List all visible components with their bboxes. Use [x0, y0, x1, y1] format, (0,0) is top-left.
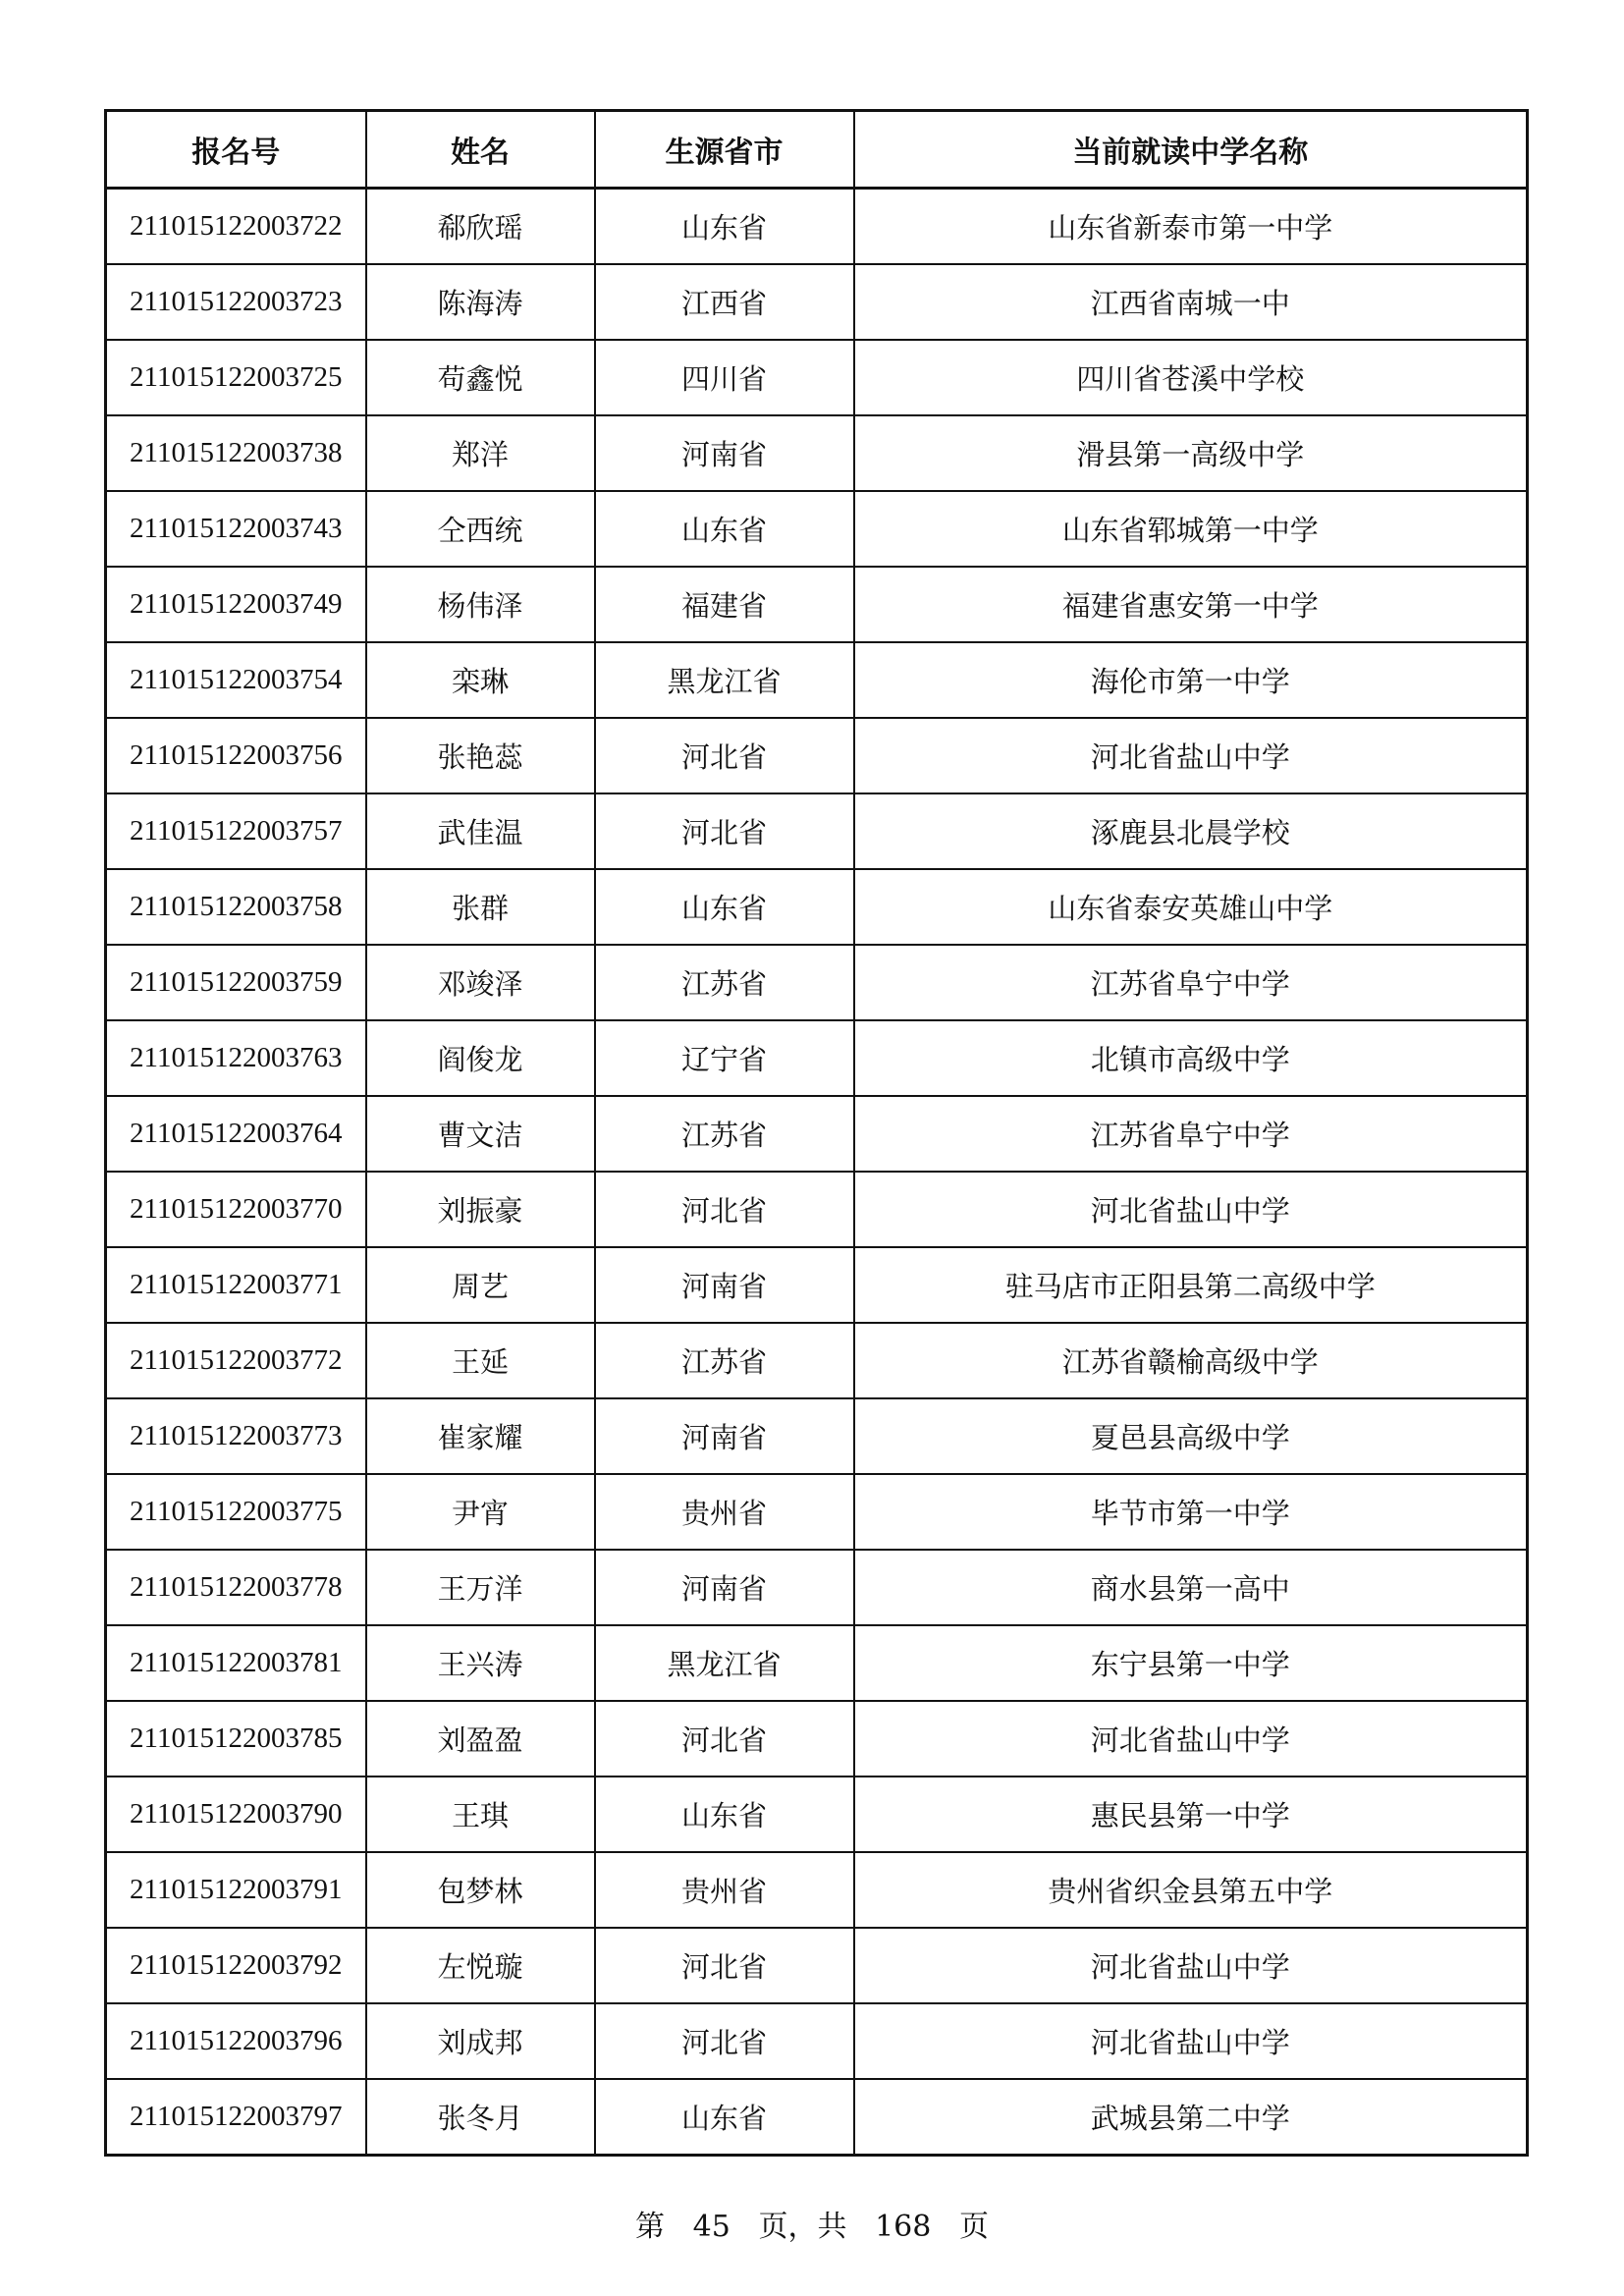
table-row	[106, 1852, 1528, 1928]
table-row	[106, 642, 1528, 718]
cell-registration-number: 211015122003785	[106, 1701, 366, 1777]
cell-province: 河北省	[595, 718, 854, 793]
cell-name: 王兴涛	[366, 1625, 595, 1701]
table-row	[106, 264, 1528, 340]
cell-school: 山东省新泰市第一中学	[854, 189, 1528, 265]
cell-province: 贵州省	[595, 1852, 854, 1928]
cell-province: 河北省	[595, 1701, 854, 1777]
cell-registration-number: 211015122003773	[106, 1398, 366, 1474]
table-row	[106, 1550, 1528, 1625]
table-row	[106, 1096, 1528, 1172]
page-footer	[0, 2202, 1624, 2245]
cell-name: 周艺	[366, 1247, 595, 1323]
cell-registration-number: 211015122003772	[106, 1323, 366, 1398]
cell-school: 毕节市第一中学	[854, 1474, 1528, 1550]
cell-province: 福建省	[595, 567, 854, 642]
cell-province: 河北省	[595, 1928, 854, 2003]
cell-name: 阎俊龙	[366, 1020, 595, 1096]
cell-name: 苟鑫悦	[366, 340, 595, 415]
cell-name: 包梦林	[366, 1852, 595, 1928]
cell-registration-number: 211015122003722	[106, 189, 366, 265]
cell-registration-number: 211015122003757	[106, 793, 366, 869]
cell-registration-number: 211015122003775	[106, 1474, 366, 1550]
table-row	[106, 869, 1528, 945]
cell-province: 江苏省	[595, 1323, 854, 1398]
cell-registration-number: 211015122003781	[106, 1625, 366, 1701]
cell-province: 山东省	[595, 2079, 854, 2156]
cell-school: 商水县第一高中	[854, 1550, 1528, 1625]
cell-province: 河南省	[595, 1247, 854, 1323]
table-row	[106, 415, 1528, 491]
cell-school: 江苏省阜宁中学	[854, 945, 1528, 1020]
cell-registration-number: 211015122003796	[106, 2003, 366, 2079]
cell-school: 山东省郓城第一中学	[854, 491, 1528, 567]
table-row	[106, 793, 1528, 869]
footer-middle: 页，共	[758, 2210, 847, 2244]
cell-school: 江西省南城一中	[854, 264, 1528, 340]
cell-name: 王延	[366, 1323, 595, 1398]
table-body	[106, 189, 1528, 2156]
cell-name: 张群	[366, 869, 595, 945]
footer-suffix: 页	[959, 2210, 989, 2244]
cell-registration-number: 211015122003791	[106, 1852, 366, 1928]
cell-name: 曹文洁	[366, 1096, 595, 1172]
cell-name: 陈海涛	[366, 264, 595, 340]
cell-school: 惠民县第一中学	[854, 1777, 1528, 1852]
cell-school: 北镇市高级中学	[854, 1020, 1528, 1096]
cell-province: 山东省	[595, 1777, 854, 1852]
cell-name: 崔家耀	[366, 1398, 595, 1474]
cell-registration-number: 211015122003725	[106, 340, 366, 415]
cell-name: 刘振豪	[366, 1172, 595, 1247]
cell-name: 杨伟泽	[366, 567, 595, 642]
cell-registration-number: 211015122003723	[106, 264, 366, 340]
cell-name: 刘盈盈	[366, 1701, 595, 1777]
cell-registration-number: 211015122003770	[106, 1172, 366, 1247]
table-header-row	[106, 111, 1528, 189]
cell-province: 江西省	[595, 264, 854, 340]
cell-province: 山东省	[595, 491, 854, 567]
cell-school: 江苏省赣榆高级中学	[854, 1323, 1528, 1398]
cell-province: 山东省	[595, 869, 854, 945]
table-row	[106, 1323, 1528, 1398]
cell-school: 海伦市第一中学	[854, 642, 1528, 718]
cell-registration-number: 211015122003758	[106, 869, 366, 945]
header-province: 生源省市	[595, 111, 854, 189]
cell-school: 驻马店市正阳县第二高级中学	[854, 1247, 1528, 1323]
cell-name: 尹宵	[366, 1474, 595, 1550]
cell-registration-number: 211015122003797	[106, 2079, 366, 2156]
cell-school: 武城县第二中学	[854, 2079, 1528, 2156]
table-row	[106, 1474, 1528, 1550]
cell-registration-number: 211015122003778	[106, 1550, 366, 1625]
cell-registration-number: 211015122003790	[106, 1777, 366, 1852]
cell-registration-number: 211015122003759	[106, 945, 366, 1020]
cell-school: 滑县第一高级中学	[854, 415, 1528, 491]
cell-school: 福建省惠安第一中学	[854, 567, 1528, 642]
cell-province: 河北省	[595, 2003, 854, 2079]
header-registration-number: 报名号	[106, 111, 366, 189]
table-row	[106, 1625, 1528, 1701]
cell-registration-number: 211015122003743	[106, 491, 366, 567]
cell-school: 河北省盐山中学	[854, 1172, 1528, 1247]
cell-province: 河南省	[595, 1398, 854, 1474]
cell-name: 张冬月	[366, 2079, 595, 2156]
cell-school: 江苏省阜宁中学	[854, 1096, 1528, 1172]
table-row	[106, 2079, 1528, 2156]
table-row	[106, 1398, 1528, 1474]
cell-registration-number: 211015122003754	[106, 642, 366, 718]
table-row	[106, 491, 1528, 567]
cell-school: 河北省盐山中学	[854, 718, 1528, 793]
cell-name: 郑洋	[366, 415, 595, 491]
footer-prefix: 第	[634, 2210, 665, 2244]
table-row	[106, 945, 1528, 1020]
cell-school: 河北省盐山中学	[854, 1928, 1528, 2003]
cell-registration-number: 211015122003764	[106, 1096, 366, 1172]
cell-school: 河北省盐山中学	[854, 2003, 1528, 2079]
cell-name: 仝西统	[366, 491, 595, 567]
cell-name: 郗欣瑶	[366, 189, 595, 265]
table-row	[106, 718, 1528, 793]
cell-school: 涿鹿县北晨学校	[854, 793, 1528, 869]
cell-name: 栾琳	[366, 642, 595, 718]
table-row	[106, 340, 1528, 415]
cell-province: 河北省	[595, 1172, 854, 1247]
table-row	[106, 1247, 1528, 1323]
cell-school: 河北省盐山中学	[854, 1701, 1528, 1777]
cell-province: 黑龙江省	[595, 1625, 854, 1701]
table-row	[106, 189, 1528, 265]
footer-page-number: 45	[692, 2210, 731, 2244]
cell-registration-number: 211015122003756	[106, 718, 366, 793]
header-school: 当前就读中学名称	[854, 111, 1528, 189]
table-row	[106, 1928, 1528, 2003]
cell-school: 贵州省织金县第五中学	[854, 1852, 1528, 1928]
table-row	[106, 1701, 1528, 1777]
cell-name: 左悦璇	[366, 1928, 595, 2003]
table-row	[106, 567, 1528, 642]
cell-province: 河南省	[595, 1550, 854, 1625]
cell-name: 张艳蕊	[366, 718, 595, 793]
cell-registration-number: 211015122003749	[106, 567, 366, 642]
header-name: 姓名	[366, 111, 595, 189]
cell-school: 山东省泰安英雄山中学	[854, 869, 1528, 945]
cell-name: 王万洋	[366, 1550, 595, 1625]
cell-province: 河北省	[595, 793, 854, 869]
cell-province: 黑龙江省	[595, 642, 854, 718]
cell-province: 江苏省	[595, 1096, 854, 1172]
student-table	[104, 109, 1529, 2157]
cell-province: 江苏省	[595, 945, 854, 1020]
cell-province: 四川省	[595, 340, 854, 415]
table-row	[106, 2003, 1528, 2079]
cell-registration-number: 211015122003763	[106, 1020, 366, 1096]
cell-school: 四川省苍溪中学校	[854, 340, 1528, 415]
cell-registration-number: 211015122003738	[106, 415, 366, 491]
footer-total-pages: 168	[875, 2210, 932, 2244]
cell-school: 东宁县第一中学	[854, 1625, 1528, 1701]
cell-province: 贵州省	[595, 1474, 854, 1550]
cell-registration-number: 211015122003771	[106, 1247, 366, 1323]
table-row	[106, 1172, 1528, 1247]
cell-name: 邓竣泽	[366, 945, 595, 1020]
cell-name: 王琪	[366, 1777, 595, 1852]
cell-name: 武佳温	[366, 793, 595, 869]
cell-school: 夏邑县高级中学	[854, 1398, 1528, 1474]
table-row	[106, 1777, 1528, 1852]
cell-province: 辽宁省	[595, 1020, 854, 1096]
cell-province: 山东省	[595, 189, 854, 265]
cell-name: 刘成邦	[366, 2003, 595, 2079]
table-row	[106, 1020, 1528, 1096]
cell-province: 河南省	[595, 415, 854, 491]
cell-registration-number: 211015122003792	[106, 1928, 366, 2003]
